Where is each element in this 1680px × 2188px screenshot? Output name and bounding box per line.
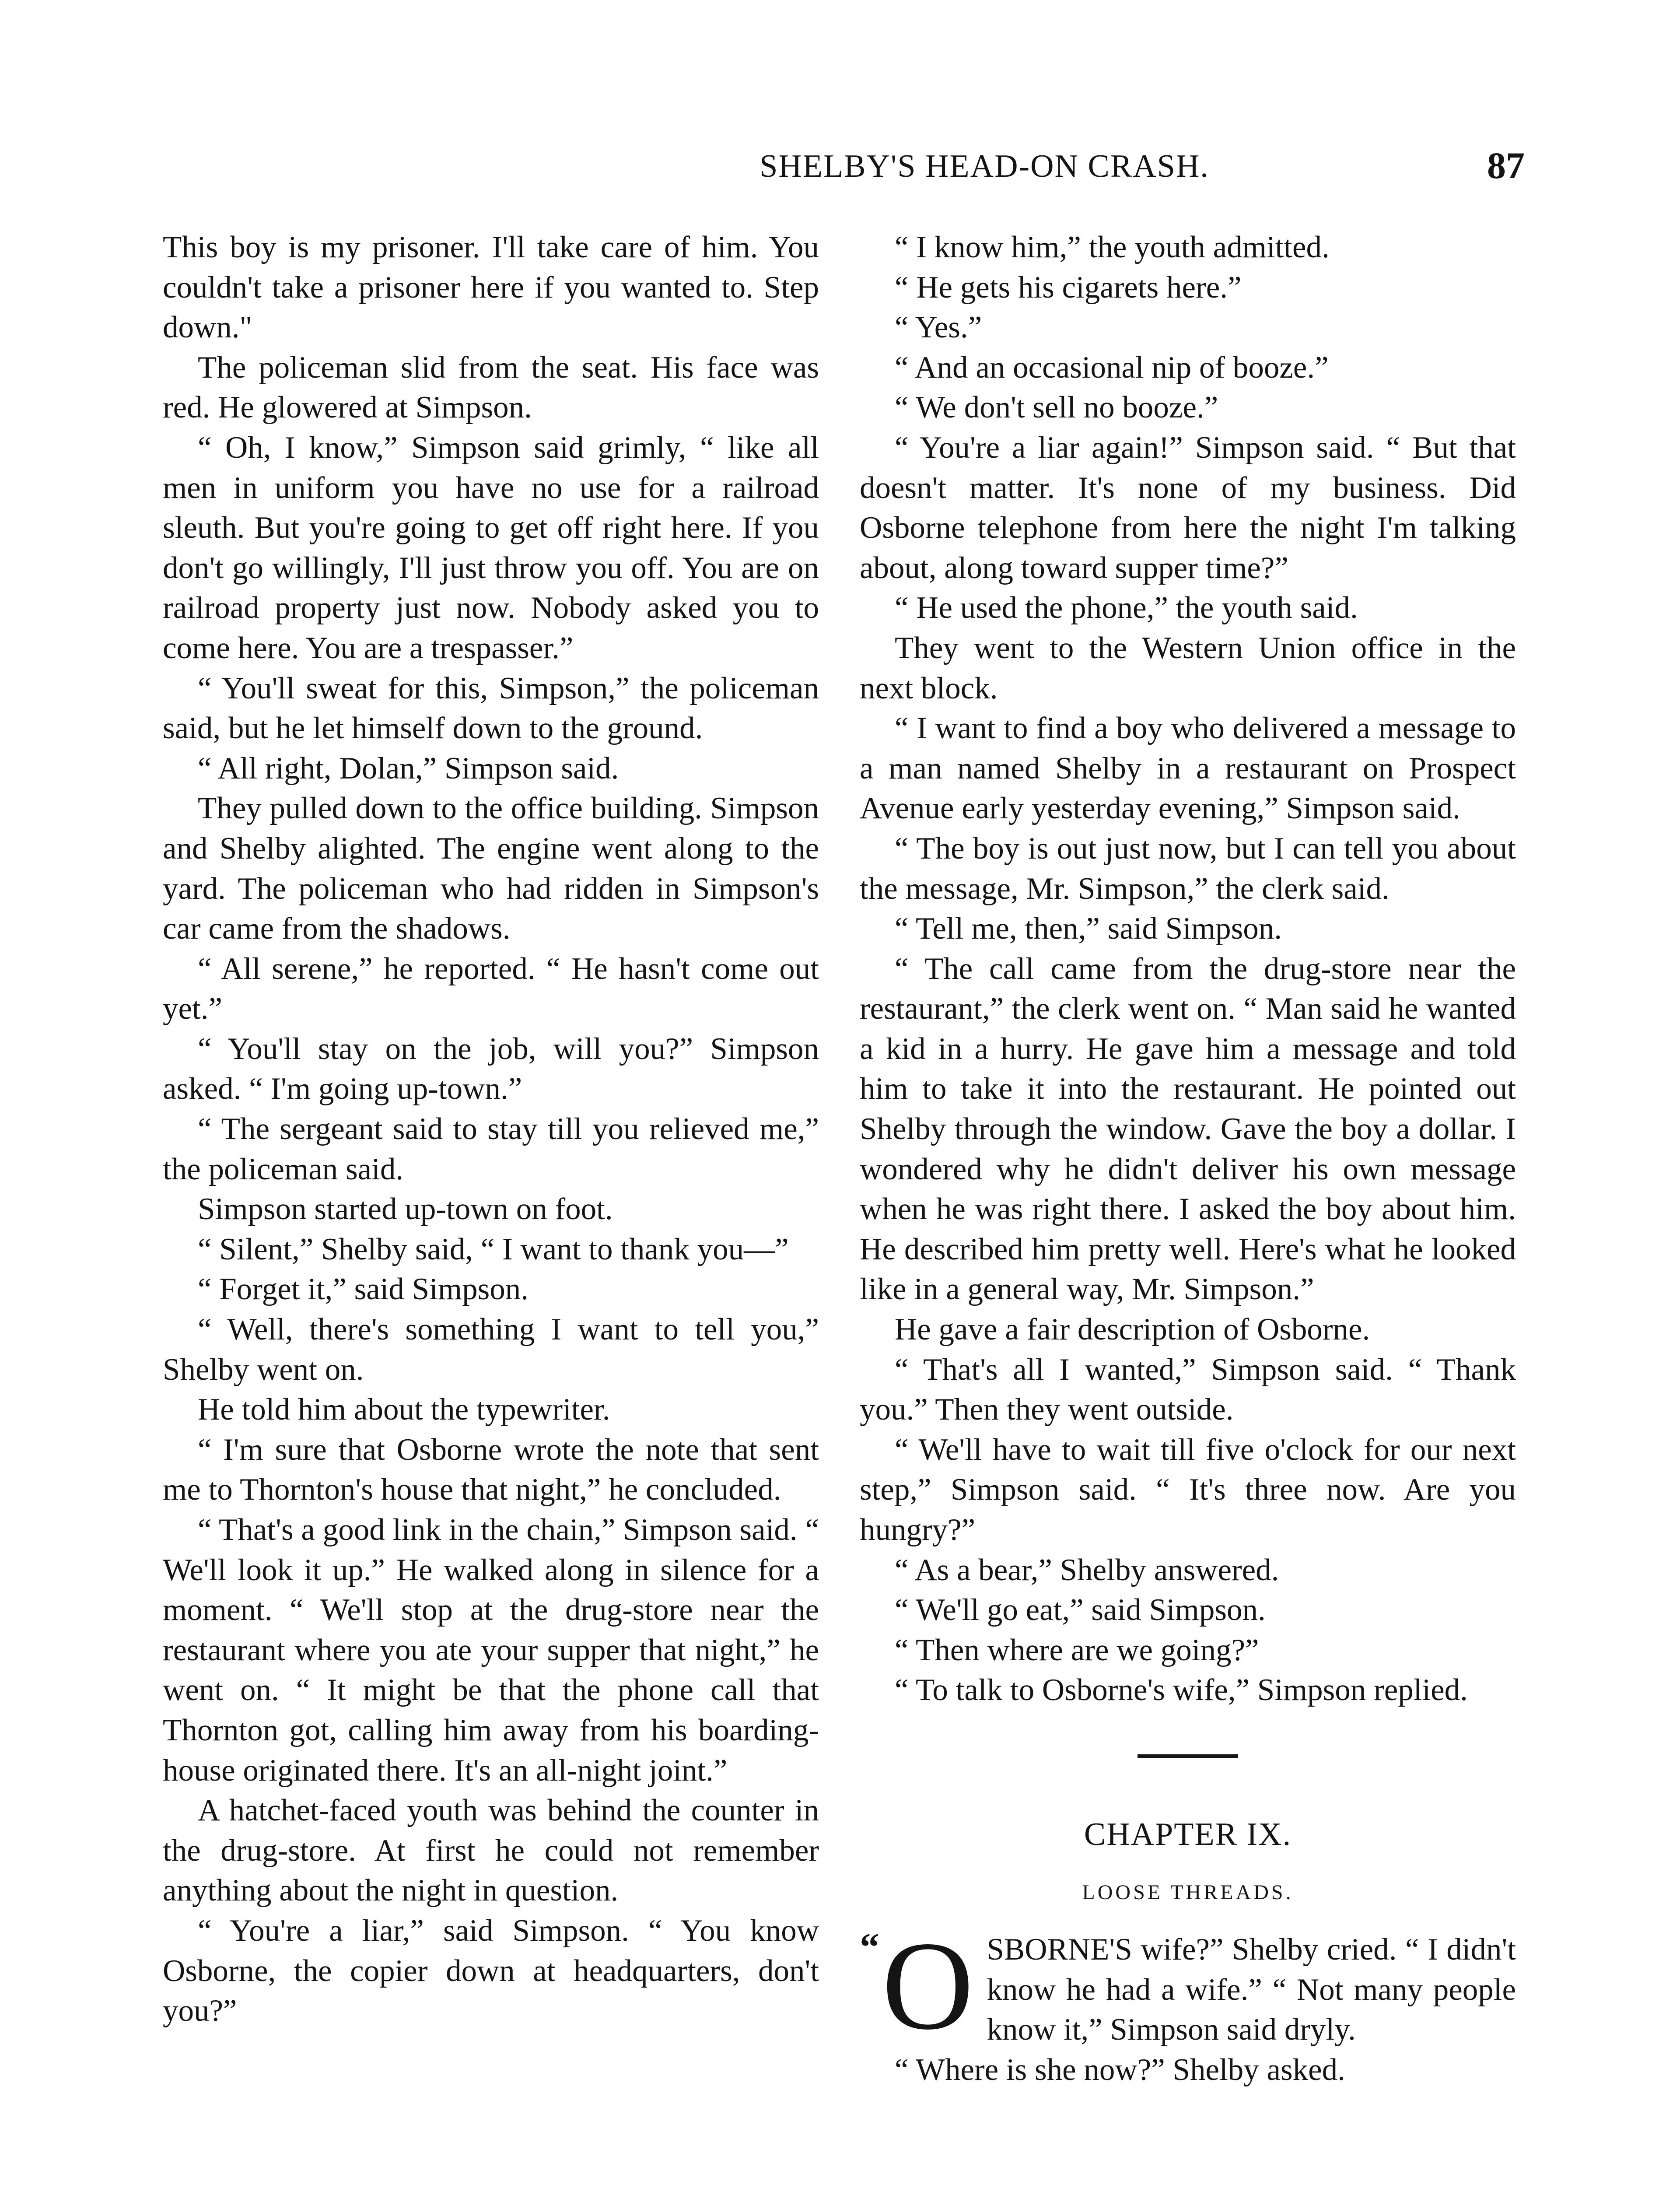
paragraph: “ You'll sweat for this, Simpson,” the policeman said, but he let himself down to the ground.	[163, 671, 819, 746]
paragraph: “ That's a good link in the chain,” Simpson said. “ We'll look it up.” He walked along in silence for a moment. “ We'll stop at the drug-store near the restaurant where you ate your supper that night,” he went on. “ It might be that the phone call that Thornton got, calling him away from his boarding-house originated there. It's an all-night joint.”	[163, 1513, 819, 1788]
paragraph: “ He gets his cigarets here.”	[895, 270, 1242, 305]
paragraph: They went to the Western Union office in the next block.	[860, 631, 1516, 705]
paragraph: “ The call came from the drug-store near the restaurant,” the clerk went on. “ Man said he wanted a kid in a hurry. He gave him a message and told him to take it into the restaurant. He pointed out Shelby through the window. Gave the boy a dollar. I wondered why he didn't deliver his own message when he was right there. I asked the boy about him. He described him pretty well. Here's what he looked like in a general way, Mr. Simpson.”	[860, 951, 1516, 1307]
paragraph: “ Forget it,” said Simpson.	[198, 1272, 529, 1307]
paragraph: “ I'm sure that Osborne wrote the note that sent me to Thornton's house that night,” he concluded.	[163, 1432, 819, 1507]
paragraph: SBORNE'S wife?” Shelby cried. “ I didn't know he had a wife.” “ Not many people know it,” Simpson said dryly.	[987, 1932, 1516, 2047]
paragraph: He gave a fair description of Osborne.	[895, 1312, 1370, 1347]
chapter-opening	[860, 1915, 1516, 2056]
paragraph: “ Silent,” Shelby said, “ I want to thank you—”	[198, 1232, 789, 1266]
paragraph: “ Oh, I know,” Simpson said grimly, “ like all men in uniform you have no use for a railroad sleuth. But you're going to get off right here. If you don't go willingly, I'll just throw you off. You are on railroad property just now. Nobody asked you to come here. You are a trespasser.”	[163, 430, 819, 665]
paragraph: Simpson started up-town on foot.	[198, 1192, 613, 1227]
running-title: SHELBY'S HEAD-ON CRASH.	[760, 148, 1209, 184]
paragraph: “ All serene,” he reported. “ He hasn't come out yet.”	[163, 951, 819, 1026]
paragraph: “ As a bear,” Shelby answered.	[895, 1553, 1279, 1587]
drop-cap: O	[882, 1915, 974, 2056]
paragraph: “ We don't sell no booze.”	[895, 390, 1218, 425]
paragraph: “ Where is she now?” Shelby asked.	[895, 2052, 1345, 2087]
paragraph: “ Tell me, then,” said Simpson.	[895, 912, 1282, 946]
right-column	[860, 228, 1516, 2090]
paragraph: “ That's all I wanted,” Simpson said. “ Thank you.” Then they went outside.	[860, 1352, 1516, 1427]
paragraph: He told him about the typewriter.	[198, 1392, 610, 1427]
paragraph: “ We'll go eat,” said Simpson.	[895, 1593, 1266, 1627]
paragraph: A hatchet-faced youth was behind the counter in the drug-store. At first he could not remember anything about the night in question.	[163, 1793, 819, 1908]
paragraph: “ Well, there's something I want to tell you,” Shelby went on.	[163, 1312, 819, 1387]
opening-quote: “	[860, 1925, 879, 1969]
paragraph: “ And an occasional nip of booze.”	[895, 350, 1329, 385]
paragraph: “ The boy is out just now, but I can tell you about the message, Mr. Simpson,” the clerk said.	[860, 831, 1516, 906]
paragraph: The policeman slid from the seat. His face was red. He glowered at Simpson.	[163, 350, 819, 425]
paragraph: “ To talk to Osborne's wife,” Simpson replied.	[895, 1673, 1468, 1708]
paragraph: “ Then where are we going?”	[895, 1633, 1259, 1667]
paragraph: “ You'll stay on the job, will you?” Simpson asked. “ I'm going up-town.”	[163, 1031, 819, 1106]
chapter-subtitle: LOOSE THREADS.	[1082, 1880, 1294, 1904]
page-number: 87	[1487, 144, 1525, 186]
paragraph: “ You're a liar,” said Simpson. “ You know Osborne, the copier down at headquarters, don't you?”	[163, 1913, 819, 2028]
left-column	[163, 228, 819, 2031]
paragraph: “ He used the phone,” the youth said.	[895, 591, 1358, 625]
paragraph: “ You're a liar again!” Simpson said. “ But that doesn't matter. It's none of my business. Did Osborne telephone from here the night I'm talking about, along toward supper time?”	[860, 430, 1516, 585]
paragraph: “ We'll have to wait till five o'clock for our next step,” Simpson said. “ It's three now. Are you hungry?”	[860, 1432, 1516, 1547]
chapter-heading: CHAPTER IX.	[1084, 1816, 1292, 1852]
paragraph: “ The sergeant said to stay till you relieved me,” the policeman said.	[163, 1112, 819, 1186]
paragraph: They pulled down to the office building. Simpson and Shelby alighted. The engine went along to the yard. The policeman who had ridden in Simpson's car came from the shadows.	[163, 791, 819, 946]
paragraph: “ All right, Dolan,” Simpson said.	[198, 751, 619, 785]
paragraph: “ I want to find a boy who delivered a message to a man named Shelby in a restaurant on Prospect Avenue early yesterday evening,” Simpson said.	[860, 711, 1516, 826]
paragraph: “ I know him,” the youth admitted.	[895, 230, 1330, 264]
paragraph: This boy is my prisoner. I'll take care of him. You couldn't take a prisoner here if you wanted to. Step down."	[163, 230, 819, 345]
paragraph: “ Yes.”	[895, 310, 982, 345]
section-divider	[1138, 1754, 1238, 1758]
